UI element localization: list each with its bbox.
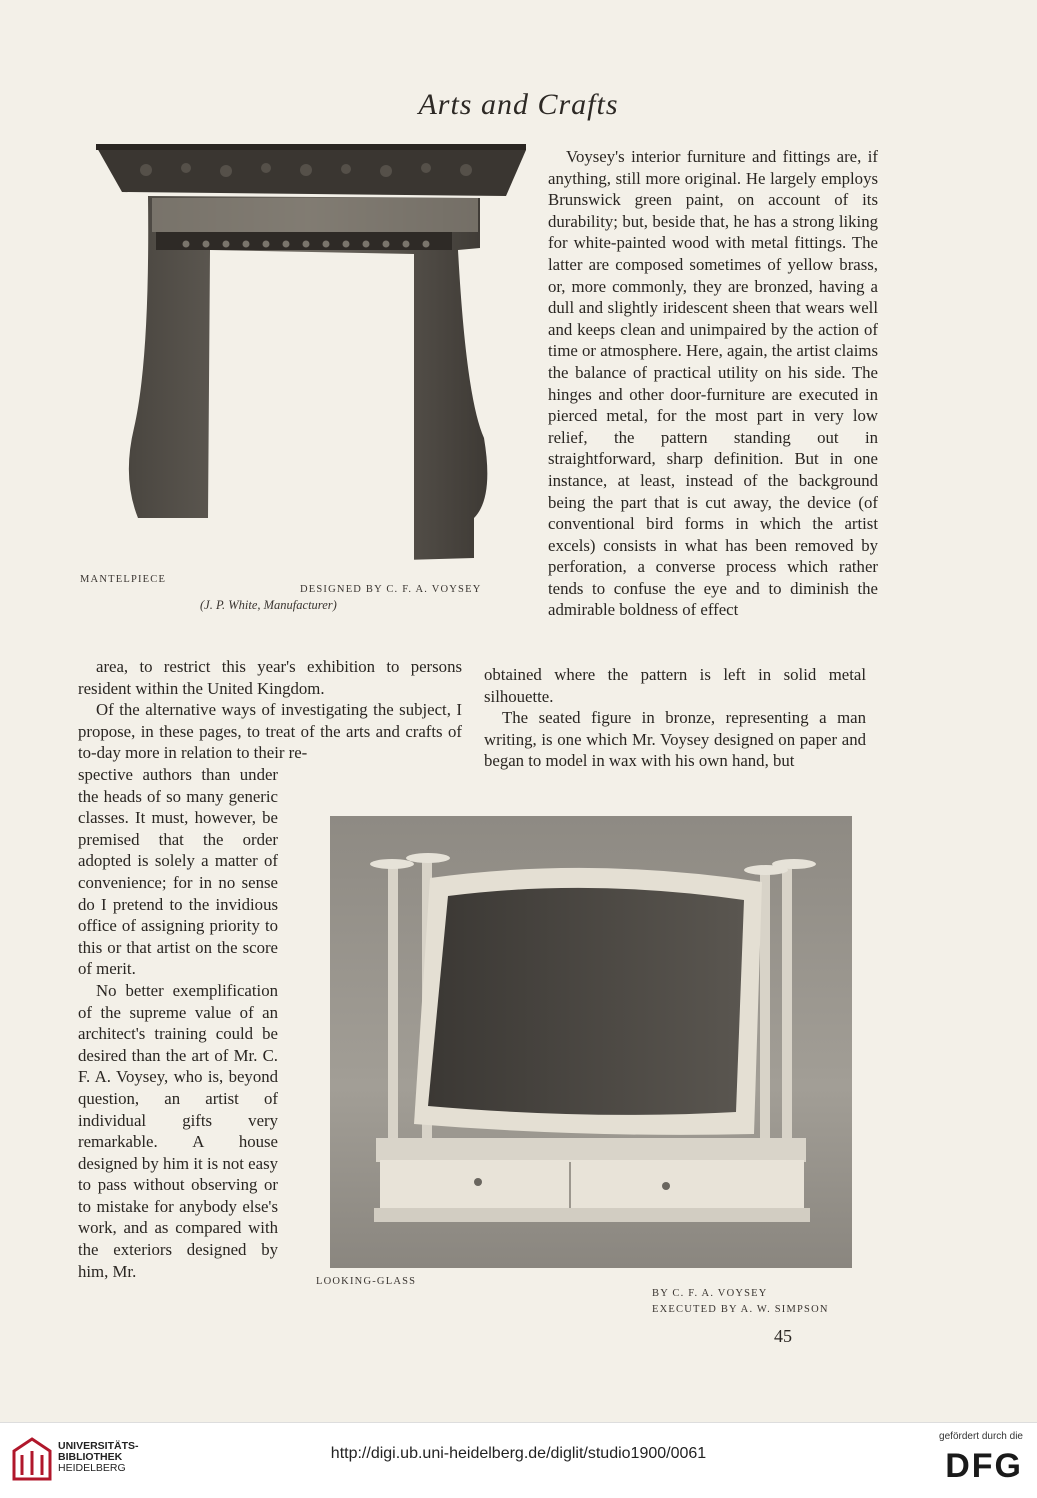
paragraph-seated-figure: The seated figure in bronze, representing a man writing, is one which Mr. Voysey designed on paper and began to model in wax with his own hand, but <box>484 708 866 771</box>
page-number: 45 <box>774 1326 792 1346</box>
right-column-text <box>548 146 878 621</box>
mantelpiece-photo <box>96 138 526 566</box>
looking-glass-caption-credit: BY C. F. A. VOYSEY <box>652 1288 768 1299</box>
paragraph-architect-training: No better exemplification of the supreme value of an architect's training could be desired than the art of Mr. C. F. A. Voysey, who is, beyond question, an artist of individual gifts very remarkable. A house designed by him it is not easy to pass without observing or to mistake for anybody else's work, and as compared with the exteriors designed by him, Mr. <box>78 980 278 1281</box>
mid-left-text <box>78 656 462 764</box>
library-name-line1: UNIVERSITÄTS- <box>58 1440 139 1452</box>
dfg-logo: DFG <box>945 1447 1023 1485</box>
looking-glass-caption-title: LOOKING-GLASS <box>316 1276 417 1287</box>
digitization-url-link[interactable]: http://digi.ub.uni-heidelberg.de/diglit/studio1900/0061 <box>330 1445 707 1462</box>
paragraph-alternative-ways-rest: spective authors than under the heads of so many generic classes. It must, however, be premised that the order adopted is solely a matter of convenience; for in no sense do I pretend to the invidious office of assigning priority to this or that artist on the score of merit. <box>78 765 278 979</box>
running-header: Arts and Crafts <box>418 88 619 121</box>
library-name-line3: HEIDELBERG <box>58 1462 126 1474</box>
paragraph-alternative-ways-start: Of the alternative ways of investigating the subject, I propose, in these pages, to treat of the arts and crafts of to-day more in relation to their re- <box>78 700 462 763</box>
looking-glass-caption-executed: EXECUTED BY A. W. SIMPSON <box>652 1304 829 1315</box>
paragraph-exhibition: area, to restrict this year's exhibition to persons resident within the United Kingdom. <box>78 657 462 698</box>
paragraph-silhouette: obtained where the pattern is left in solid metal silhouette. <box>484 665 866 706</box>
mantelpiece-caption-credit: DESIGNED BY C. F. A. VOYSEY <box>300 584 482 595</box>
library-name-line2: BIBLIOTHEK <box>58 1451 123 1463</box>
mid-right-text <box>484 664 866 772</box>
footer-bar <box>0 1422 1037 1498</box>
mantelpiece-caption-title: MANTELPIECE <box>80 574 167 585</box>
mantelpiece-caption-manufacturer: (J. P. White, Manufacturer) <box>200 598 337 612</box>
sponsor-text: gefördert durch die <box>939 1431 1023 1442</box>
paragraph-voysey-interiors: Voysey's interior furniture and fittings are, if anything, still more original. He largely employs Brunswick green paint, on account of its durability; but, beside that, he has a strong liking for white-painted wood with metal fittings. The latter are composed sometimes of yellow brass, or, more commonly, they are bronzed, having a dull and slightly iridescent sheen that wears well and keeps clean and unimpaired by the action of time or atmosphere. Here, again, the artist claims the balance of practical utility on his side. The hinges and other door-furniture are executed in pierced metal, for the most part in very low relief, the pattern standing out in straightforward, sharp definition. But in one instance, at least, instead of the background being the part that is cut away, the device (of conventional bird forms in which the artist excels) consists in what has been removed by perforation, a converse process which rather tends to confuse the eye and to diminish the admirable boldness of effect <box>548 147 878 620</box>
looking-glass-photo <box>330 816 852 1268</box>
lower-left-text <box>78 764 278 1282</box>
